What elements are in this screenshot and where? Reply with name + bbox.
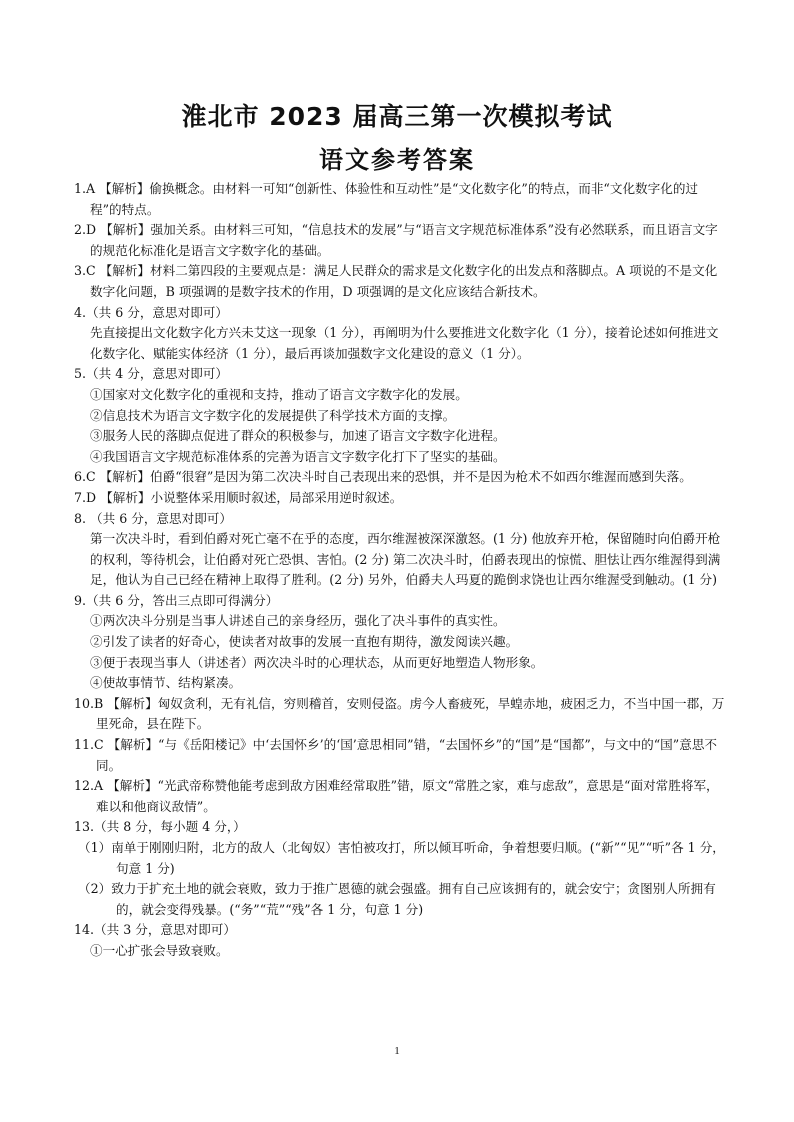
answer-line: 10.B 【解析】匈奴贪利，无有礼信，穷则稽首，安则侵盗。虏今人畜疲死，旱蝗赤地，疲困乏力，不当中国一郡，万里死命，县在陛下。 — [74, 695, 725, 732]
answer-line: （2）致力于扩充土地的就会衰败，致力于推广恩德的就会强盛。拥有自己应该拥有的，就会安宁；贪图别人所拥有的，就会变得残暴。(“务”“荒”“残”各 1 分，句意 1 分) — [78, 881, 716, 917]
page-number: 1 — [394, 1045, 400, 1057]
answer-line: ④使故事情节、结构紧凑。 — [90, 675, 242, 691]
answer-line: 2.D 【解析】强加关系。由材料三可知，“信息技术的发展”与“语言文字规范标准体系”没有必然联系，而且语言文字的规范化标准化是语言文字数字化的基础。 — [74, 222, 718, 258]
answer-line: ①一心扩张会导致衰败。 — [90, 942, 229, 958]
answer-line: ①两次决斗分别是当事人讲述自己的亲身经历，强化了决斗事件的真实性。 — [90, 613, 506, 629]
answer-line: 4.（共 6 分，意思对即可） — [74, 304, 228, 320]
answer-line: 7.D 【解析】小说整体采用顺时叙述，局部采用逆时叙述。 — [74, 489, 403, 505]
answer-line: 6.C 【解析】伯爵“很窘”是因为第二次决斗时自己表现出来的恐惧，并不是因为枪术不如西尔维渥而感到失落。 — [74, 469, 692, 485]
answer-line: ②引发了读者的好奇心，使读者对故事的发展一直抱有期待，激发阅读兴趣。 — [90, 634, 519, 650]
answer-line: ④我国语言文字规范标准体系的完善为语言文字数字化打下了坚实的基础。 — [90, 448, 506, 464]
page-subtitle: 语文参考答案 — [319, 146, 475, 174]
answer-line: 第一次决斗时，看到伯爵对死亡毫不在乎的态度，西尔维渥被深深激怒。(1 分) 他放弃开枪，保留随时向伯爵开枪的权利，等待机会，让伯爵对死亡恐惧、害怕。(2 分) 第二次决斗时，伯爵表现出的惊慌、胆怯让西尔维渥得到满足，他认为自己已经在精神上取得了胜利。(2 分) 另外，伯爵夫人玛夏的跪倒求饶也让西尔维渥受到触动。(1 分) — [90, 531, 721, 588]
answer-line: 14.（共 3 分，意思对即可） — [74, 922, 236, 938]
answer-line: 9.（共 6 分，答出三点即可得满分） — [74, 592, 279, 608]
answer-line: 8. （共 6 分，意思对即可） — [74, 510, 232, 526]
page-title: 淮北市 2023 届高三第一次模拟考试 — [181, 102, 613, 131]
answer-line: 5.（共 4 分，意思对即可） — [74, 366, 228, 382]
answer-line: （1）南单于刚刚归附，北方的敌人（北匈奴）害怕被攻打，所以倾耳听命，争着想要归顺。(“新”“见”“听”各 1 分，句意 1 分) — [78, 840, 725, 876]
answer-line: 3.C 【解析】材料二第四段的主要观点是：满足人民群众的需求是文化数字化的出发点和落脚点。A 项说的不是文化数字化问题，B 项强调的是数字技术的作用，D 项强调的是文化应该结合新技术。 — [74, 263, 718, 299]
answer-list — [74, 179, 726, 962]
answer-line: 12.A 【解析】“光武帝称赞他能考虑到敌方困难经常取胜”错，原文“常胜之家，难与虑敌”，意思是“面对常胜将军，难以和他商议敌情”。 — [74, 778, 719, 814]
answer-line: ①国家对文化数字化的重视和支持，推动了语言文字数字化的发展。 — [90, 386, 468, 402]
answer-line: 13.（共 8 分，每小题 4 分，） — [74, 819, 246, 835]
answer-line: 先直接提出文化数字化方兴未艾这一现象（1 分），再阐明为什么要推进文化数字化（1 分），接着论述如何推进文化数字化、赋能实体经济（1 分），最后再谈加强数字文化建设的意义（1 分）。 — [90, 325, 719, 361]
answer-line: 11.C 【解析】“与《岳阳楼记》中‘去国怀乡’的‘国’意思相同”错，“去国怀乡”的“国”是“国都”，与文中的“国”意思不同。 — [74, 737, 718, 773]
answer-line: ③服务人民的落脚点促进了群众的积极参与，加速了语言文字数字化进程。 — [90, 428, 506, 444]
answer-line: 1.A 【解析】偷换概念。由材料一可知“创新性、体验性和互动性”是“文化数字化”的特点，而非“文化数字化的过程”的特点。 — [74, 181, 699, 217]
answer-line: ③便于表现当事人（讲述者）两次决斗时的心理状态，从而更好地塑造人物形象。 — [90, 654, 544, 670]
answer-line: ②信息技术为语言文字数字化的发展提供了科学技术方面的支撑。 — [90, 407, 456, 423]
